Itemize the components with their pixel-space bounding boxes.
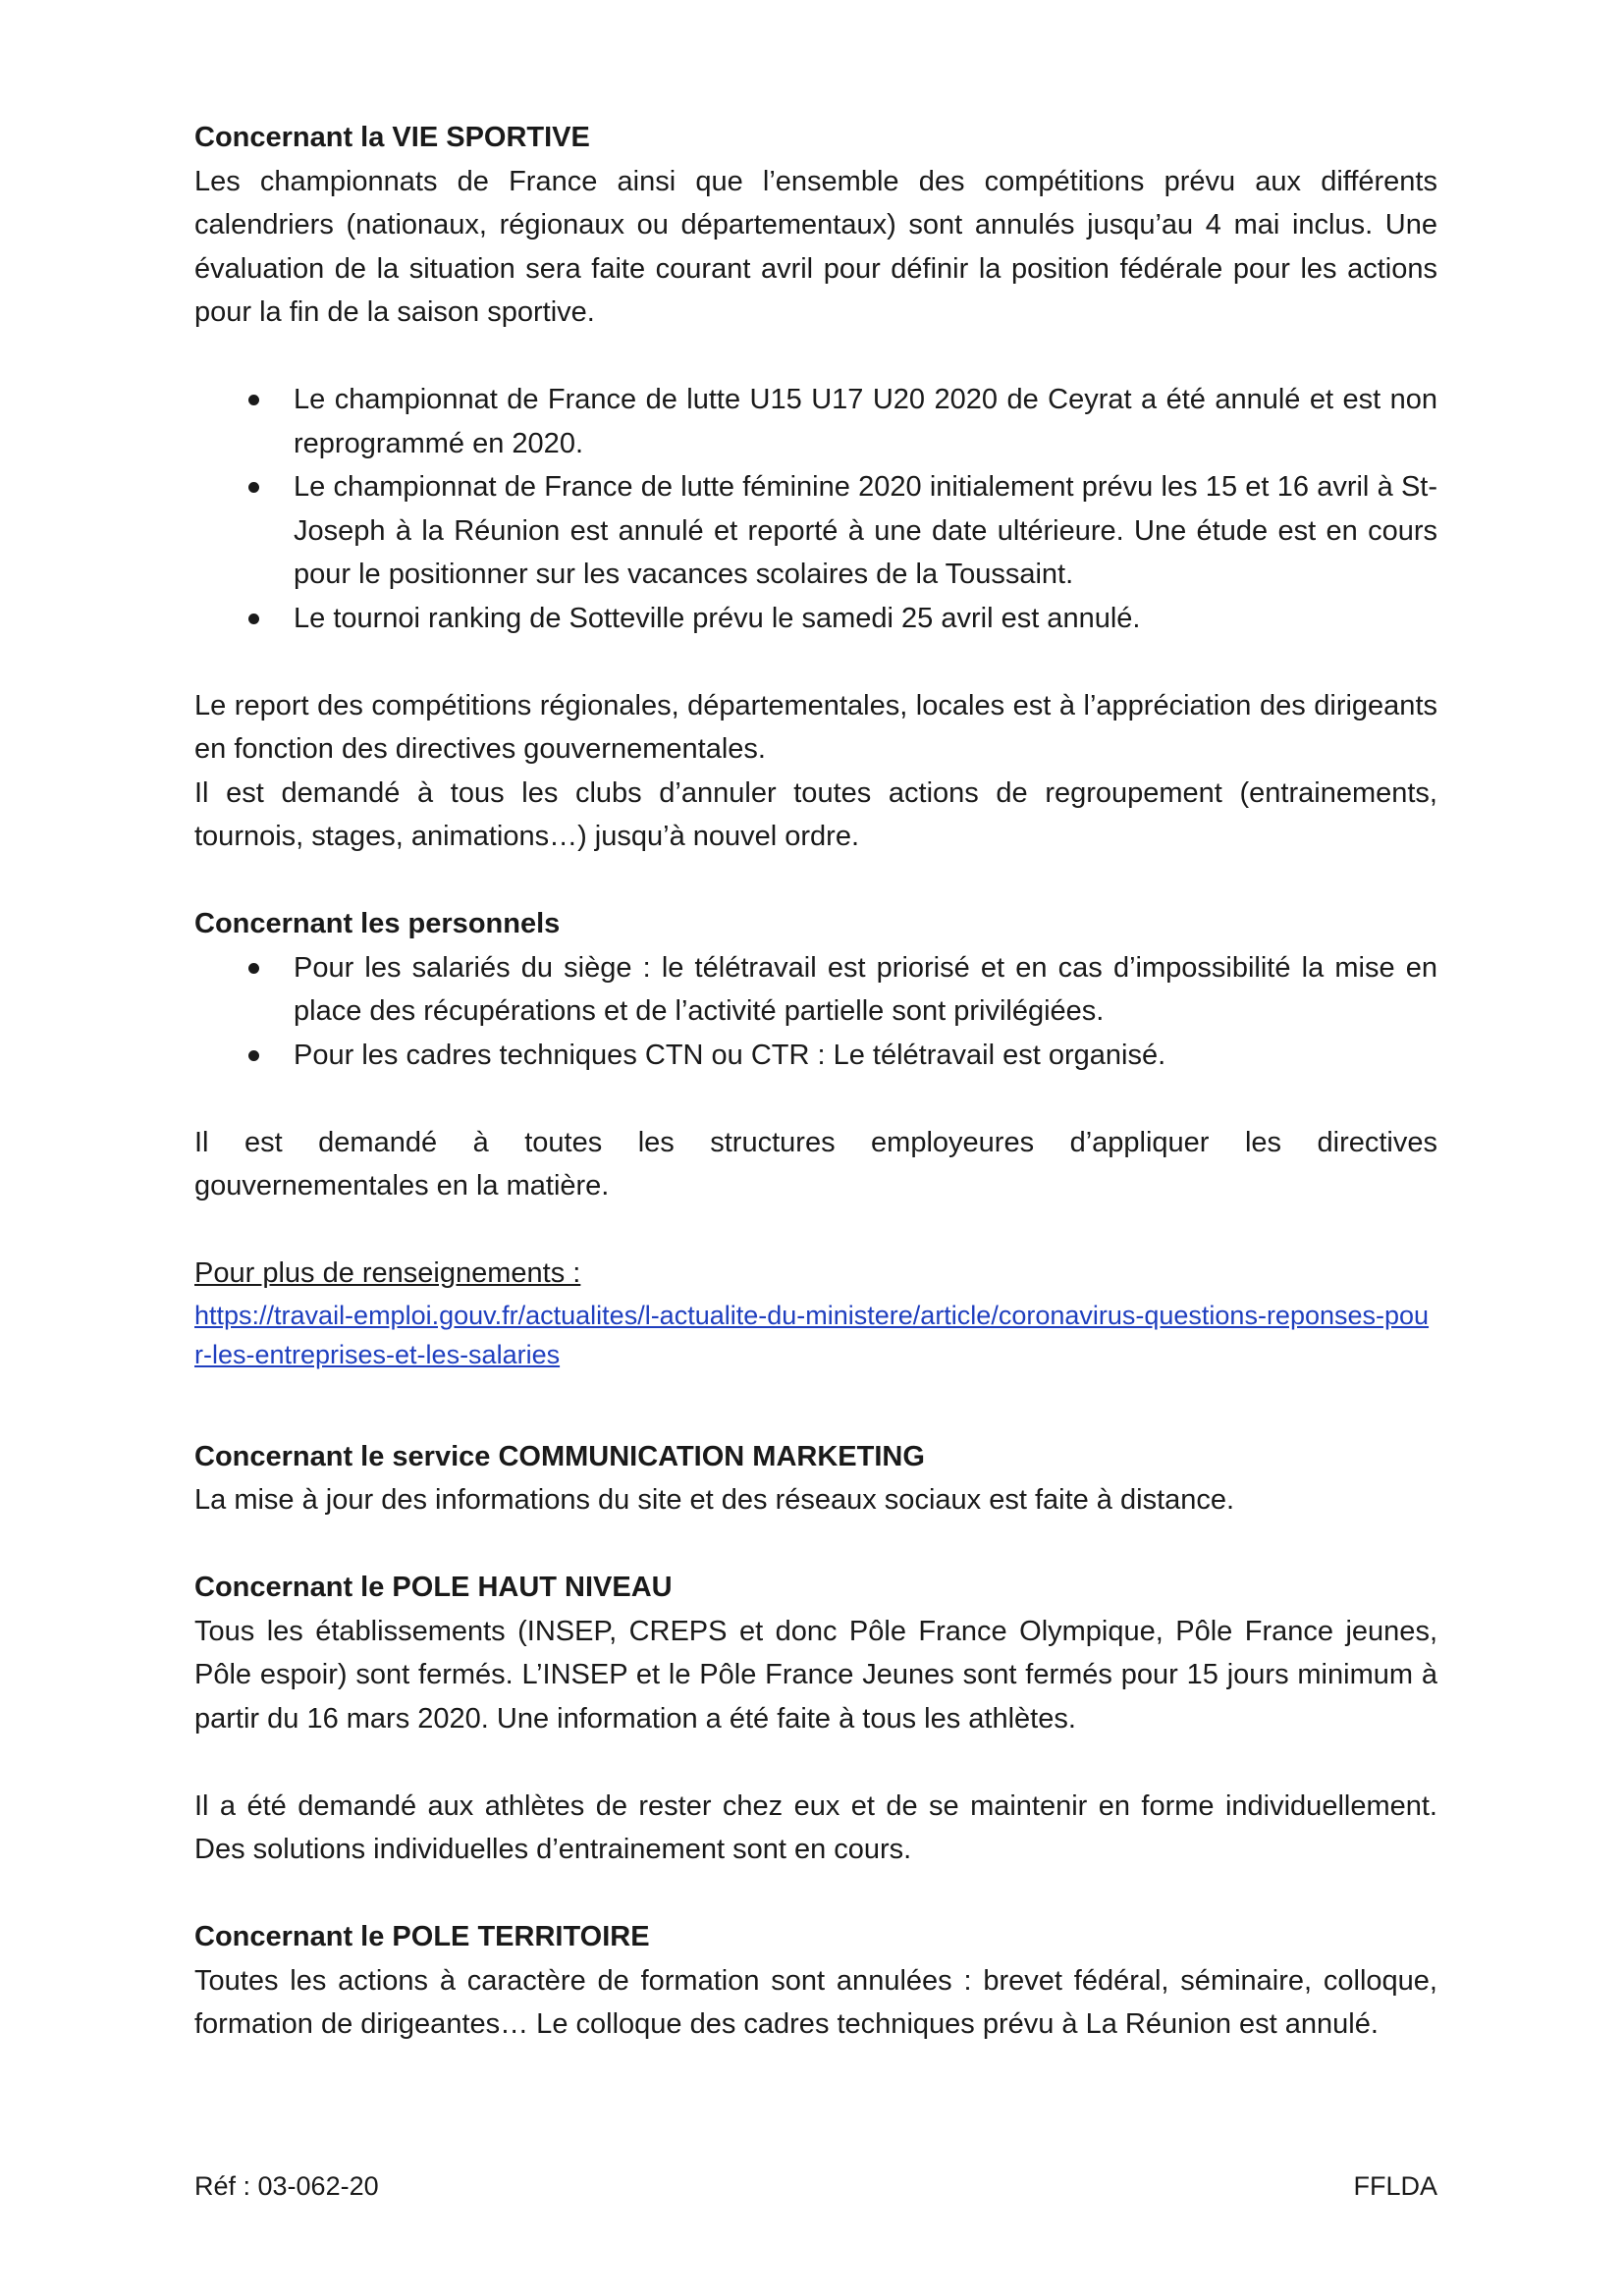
section-heading: Concernant le service COMMUNICATION MARKETING [194, 1440, 925, 1472]
bullet-icon [248, 614, 259, 624]
section-heading: Concernant le POLE TERRITOIRE [194, 1921, 650, 1952]
bullet-list [194, 378, 1437, 640]
section-vie-sportive [194, 116, 1437, 859]
paragraph: Les championnats de France ainsi que l’ensemble des compétitions prévu aux différents calendriers (nationaux, régionaux ou départementaux) sont annulés jusqu’au 4 mai inclus. Une évaluation de la situation sera faite courant avril pour définir la position fédérale pour les actions pour la fin de la saison sportive. [194, 165, 1437, 328]
info-label: Pour plus de renseignements : [194, 1257, 581, 1289]
bullet-icon [248, 395, 259, 405]
page-footer [194, 2171, 1437, 2202]
list-item [194, 1034, 1437, 1078]
paragraph: Tous les établissements (INSEP, CREPS et donc Pôle France Olympique, Pôle France jeunes, Pôle espoir) sont fermés. L’INSEP et le Pôle France Jeunes sont fermés pour 15 jours minimum à partir du 16 mars 2020. Une information a été faite à tous les athlètes. [194, 1615, 1437, 1735]
ministry-link[interactable]: https://travail-emploi.gouv.fr/actualites/l-actualite-du-ministere/article/coronavirus-questions-reponses-pour-les-entreprises-et-les-salaries [194, 1300, 1430, 1369]
paragraph: La mise à jour des informations du site et des réseaux sociaux est faite à distance. [194, 1484, 1235, 1516]
section-territoire [194, 1915, 1437, 2047]
paragraph: Il est demandé à tous les clubs d’annuler toutes actions de regroupement (entrainements, tournois, stages, animations…) jusqu’à nouvel ordre. [194, 776, 1437, 852]
section-heading: Concernant la VIE SPORTIVE [194, 122, 590, 153]
list-item [194, 465, 1437, 597]
organization-name: FFLDA [1353, 2171, 1437, 2201]
document-body [194, 116, 1437, 2047]
list-item-text: Le championnat de France de lutte U15 U17 U20 2020 de Ceyrat a été annulé et est non reprogrammé en 2020. [294, 384, 1437, 459]
paragraph: Toutes les actions à caractère de formation sont annulées : brevet fédéral, séminaire, colloque, formation de dirigeantes… Le colloque des cadres techniques prévu à La Réunion est annulé. [194, 1964, 1437, 2040]
paragraph: Il a été demandé aux athlètes de rester chez eux et de se maintenir en forme individuellement. Des solutions individuelles d’entrainement sont en cours. [194, 1789, 1437, 1865]
bullet-icon [248, 1050, 259, 1061]
list-item-text: Le championnat de France de lutte féminine 2020 initialement prévu les 15 et 16 avril à St-Joseph à la Réunion est annulé et reporté à une date ultérieure. Une étude est en cours pour le positionner sur les vacances scolaires de la Toussaint. [294, 471, 1437, 590]
bullet-icon [248, 482, 259, 493]
paragraph: Le report des compétitions régionales, départementales, locales est à l’appréciation des dirigeants en fonction des directives gouvernementales. [194, 689, 1437, 765]
section-communication [194, 1435, 1437, 1522]
paragraph-line: gouvernementales en la matière. [194, 1170, 610, 1201]
section-haut-niveau [194, 1566, 1437, 1872]
list-item [194, 946, 1437, 1034]
section-heading: Concernant le POLE HAUT NIVEAU [194, 1572, 673, 1603]
bullet-icon [248, 963, 259, 974]
section-personnels [194, 902, 1437, 1374]
section-heading: Concernant les personnels [194, 908, 561, 939]
list-item [194, 597, 1437, 641]
reference-number: Réf : 03-062-20 [194, 2171, 379, 2201]
list-item [194, 378, 1437, 465]
paragraph-line: Il est demandé à toutes les structures employeures d’appliquer les directives [194, 1126, 1437, 1158]
bullet-list [194, 946, 1437, 1078]
list-item-text: Pour les salariés du siège : le télétravail est priorisé et en cas d’impossibilité la mise en place des récupérations et de l’activité partielle sont privilégiées. [294, 951, 1437, 1027]
list-item-text: Pour les cadres techniques CTN ou CTR : Le télétravail est organisé. [294, 1039, 1166, 1071]
list-item-text: Le tournoi ranking de Sotteville prévu le samedi 25 avril est annulé. [294, 602, 1141, 634]
